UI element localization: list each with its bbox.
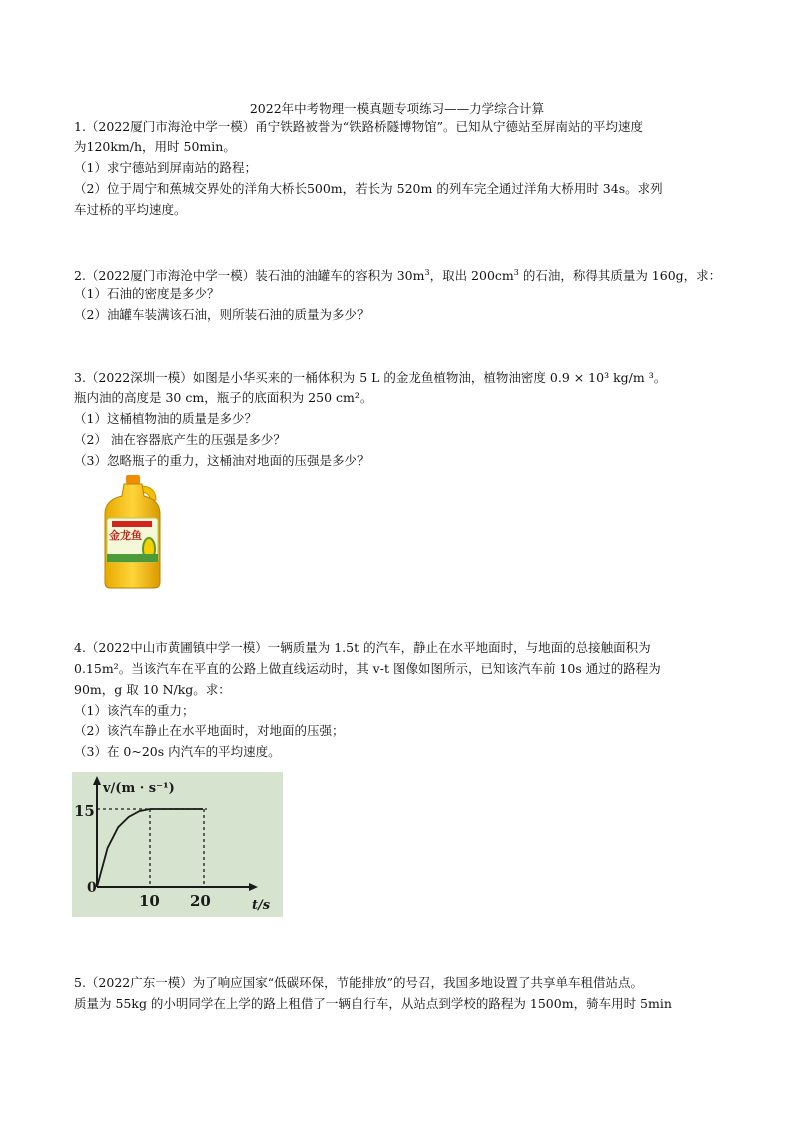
q2-text-a: 2.（2022厦门市海沧中学一模）装石油的油罐车的容积为 30m xyxy=(74,268,425,284)
q3-line-1: 3.（2022深圳一模）如图是小华买来的一桶体积为 5 L 的金龙鱼植物油，植物油密度 0.9 × 10³ kg/m ³。 xyxy=(74,370,667,385)
q1-line-2: 为120km/h，用时 50min。 xyxy=(74,139,236,154)
x-axis-arrow xyxy=(249,883,258,891)
label-brand: 金龙鱼 xyxy=(109,529,142,542)
page-title: 2022年中考物理一模真题专项练习——力学综合计算 xyxy=(249,101,545,116)
q4-line-1: 4.（2022中山市黄圃镇中学一模）一辆质量为 1.5t 的汽车，静止在水平地面时，与地面的总接触面积为 xyxy=(74,640,651,655)
label-green-band xyxy=(107,554,158,562)
y-axis-arrow xyxy=(93,776,101,785)
q2-sup-1: 3 xyxy=(424,268,430,277)
x-axis-label: t/s xyxy=(252,898,271,913)
q3-line-4: （2） 油在容器底产生的压强是多少？ xyxy=(74,432,286,447)
q1-line-4: （2）位于周宁和蕉城交界处的洋角大桥长500m，若长为 520m 的列车完全通过洋角大桥用时 34s。求列 xyxy=(74,181,663,196)
q4-line-4: （1）该汽车的重力； xyxy=(74,703,195,718)
q4-line-5: （2）该汽车静止在水平地面时，对地面的压强； xyxy=(74,723,345,738)
q2-text-c: ，取出 200cm xyxy=(429,268,514,284)
q1-line-5: 车过桥的平均速度。 xyxy=(74,202,187,217)
y-tick-15: 15 xyxy=(74,802,95,820)
vt-graph xyxy=(72,772,283,917)
q3-line-2: 瓶内油的高度是 30 cm，瓶子的底面积为 250 cm²。 xyxy=(74,390,373,405)
q2-line-2: （1）石油的密度是多少？ xyxy=(74,286,220,301)
q5-line-1: 5.（2022广东一模）为了响应国家“低碳环保，节能排放”的号召，我国多地设置了共享单车租借站点。 xyxy=(74,975,644,990)
label-banner xyxy=(112,521,152,527)
x-tick-20: 20 xyxy=(190,892,211,910)
q3-line-3: （1）这桶植物油的质量是多少？ xyxy=(74,411,257,426)
q2-line-3: （2）油罐车装满该石油，则所装石油的质量为多少？ xyxy=(74,307,370,322)
q1-line-3: （1）求宁德站到屏南站的路程； xyxy=(74,160,257,175)
q4-line-3: 90m，g 取 10 N/kg。求： xyxy=(74,682,231,697)
q2-sup-2: 3 xyxy=(513,268,519,277)
q1-line-1: 1.（2022厦门市海沧中学一模）甬宁铁路被誉为“铁路桥隧博物馆”。已知从宁德站至屏南站的平均速度 xyxy=(74,119,644,134)
x-tick-10: 10 xyxy=(139,892,160,910)
q4-line-2: 0.15m²。当该汽车在平直的公路上做直线运动时，其 v-t 图像如图所示，已知该汽车前 10s 通过的路程为 xyxy=(74,661,661,676)
origin-label: 0 xyxy=(87,880,97,896)
oil-bottle-image xyxy=(100,474,166,590)
y-axis-label: v/(m · s⁻¹) xyxy=(103,781,175,796)
q2-text-e: 的石油，称得其质量为 160g，求： xyxy=(518,268,722,284)
q2-line-1 xyxy=(74,265,721,284)
q3-line-5: （3）忽略瓶子的重力，这桶油对地面的压强是多少？ xyxy=(74,453,370,468)
q4-line-6: （3）在 0~20s 内汽车的平均速度。 xyxy=(74,744,281,759)
q5-line-2: 质量为 55kg 的小明同学在上学的路上租借了一辆自行车，从站点到学校的路程为 1500m，骑车用时 5min xyxy=(74,996,672,1011)
bottle-cap xyxy=(126,475,140,484)
